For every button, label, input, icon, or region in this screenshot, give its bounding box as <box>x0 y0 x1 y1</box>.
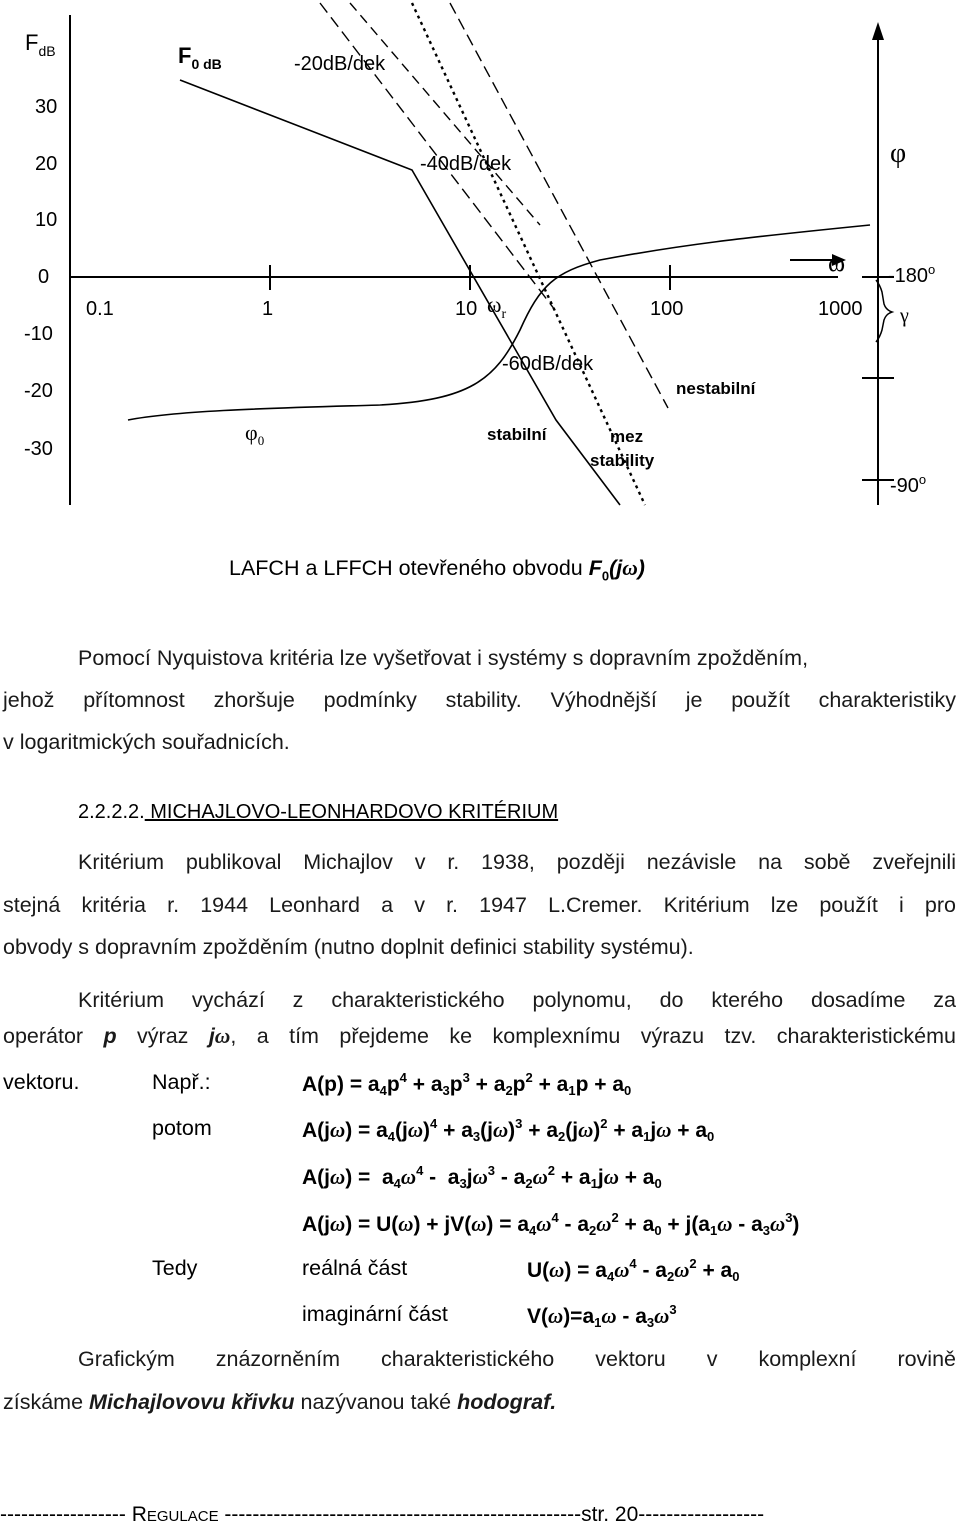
text-line: Pomocí Nyquistova kritéria lze vyšetřovat i systémy s dopravním zpožděním, <box>78 646 809 670</box>
omega-r-label: $\omega_r$ <box>487 292 507 322</box>
formula-real-part: $U(\omega) = a_4\omega^4 - a_2\omega^2 + a_0$ <box>527 1256 740 1284</box>
y-tick: 10 <box>35 209 58 231</box>
slope-20-label: -20dB/dek <box>294 53 386 75</box>
section-number: 2.2.2.2. <box>78 801 145 823</box>
y-tick-labels <box>24 96 57 460</box>
x-tick: 0.1 <box>86 298 114 320</box>
y-tick: -20 <box>24 380 53 402</box>
formula-substituted: $A(j\omega) = a_4(j\omega)^4 + a_3(j\omega)^3 + a_2(j\omega)^2 + a_1j\omega + a_0$ <box>302 1116 715 1144</box>
phase-180-label: -180$^o$ <box>888 262 936 287</box>
text-line: v logaritmických souřadnicích. <box>3 730 290 754</box>
label-napr: Např.: <box>152 1070 211 1094</box>
text-line: jehož přítomnost zhoršuje podmínky stability. Výhodnější je použít charakteristiky <box>3 688 956 712</box>
phase-axis-arrow <box>872 22 884 40</box>
label-vektoru: vektoru. <box>3 1070 80 1094</box>
x-tick: 10 <box>455 298 478 320</box>
dashed-line-3 <box>450 3 668 408</box>
gamma-label: γ <box>900 305 909 327</box>
caption-omega: ω <box>622 556 638 580</box>
text-line: obvody s dopravním zpožděním (nutno doplnit definici stability systému). <box>3 935 694 959</box>
page-footer <box>0 1503 764 1527</box>
footer-brand: Regulace <box>131 1503 219 1526</box>
stable-label: stabilní <box>487 425 547 444</box>
formula-real-imag: $A(j\omega) = U(\omega) + jV(\omega) = a_4\omega^4 - a_2\omega^2 + a_0 + j(a_1\omega - a_3\omega^3)$ <box>302 1210 800 1238</box>
y-tick: 30 <box>35 96 58 118</box>
x-tick: 1 <box>262 298 274 320</box>
boundary-label-1: mez <box>610 427 644 446</box>
x-tick: 1000 <box>818 298 863 320</box>
section-heading <box>78 801 558 824</box>
y-axis-label: $F_{dB}$ <box>25 30 56 59</box>
caption-f: F <box>588 556 602 580</box>
text-line: operátor p výraz jω, a tím přejdeme ke komplexnímu výrazu tzv. charakteristickému <box>3 1024 956 1048</box>
text-line: stejná kritéria r. 1944 Leonhard a v r. 1947 L.Cremer. Kritérium lze použít i pro <box>3 893 956 917</box>
text-line: Kritérium publikoval Michajlov v r. 1938, později nezávisle na sobě zveřejnili <box>78 850 956 874</box>
formula-imag-part: $V(\omega)=a_1\omega - a_3\omega^3$ <box>527 1302 677 1330</box>
y-tick: -10 <box>24 323 53 345</box>
y-tick: 20 <box>35 153 58 175</box>
phase-90-label: -90$^o$ <box>890 472 927 497</box>
f0-label: $F_{0 dB}$ <box>178 43 222 72</box>
y-tick: 0 <box>38 266 50 288</box>
unstable-label: nestabilní <box>676 379 756 398</box>
bode-diagram <box>0 0 960 520</box>
label-imag-part: imaginární část <box>302 1302 448 1326</box>
caption-sub: 0 <box>601 568 610 584</box>
slope-40-label: -40dB/dek <box>420 153 512 175</box>
x-tick-labels <box>86 298 863 320</box>
omega-axis-label: ω <box>828 248 846 277</box>
label-real-part: reálná část <box>302 1256 408 1280</box>
label-potom: potom <box>152 1116 212 1140</box>
text-line: získáme Michajlovovu křivku nazývanou také hodograf. <box>3 1390 557 1414</box>
dashed-line-2 <box>350 3 540 225</box>
footer-left: ------------------ <box>0 1503 132 1526</box>
label-tedy: Tedy <box>152 1256 198 1280</box>
phi0-label: $\varphi_0$ <box>245 420 265 448</box>
text-line: Grafickým znázorněním charakteristického vektoru v komplexní rovině <box>78 1347 956 1371</box>
formula-polynomial: $A(p) = a_4p^4 + a_3p^3 + a_2p^2 + a_1p + a_0$ <box>302 1070 632 1098</box>
caption-open: (j <box>609 556 623 580</box>
phi-label: φ <box>890 138 907 169</box>
footer-right: ---------------------------------------------------str. 20------------------ <box>218 1503 765 1526</box>
slope-60-label: -60dB/dek <box>502 353 594 375</box>
boundary-label-2: stability <box>590 451 655 470</box>
caption-close: ) <box>637 556 645 580</box>
section-title: MICHAJLOVO-LEONHARDOVO KRITÉRIUM <box>144 801 559 823</box>
x-tick: 100 <box>650 298 684 320</box>
formula-expanded: $A(j\omega) = a_4\omega^4 - a_3j\omega^3 - a_2\omega^2 + a_1j\omega + a_0$ <box>302 1163 662 1191</box>
figure-caption <box>229 556 645 583</box>
y-tick: -30 <box>24 438 53 460</box>
caption-text: LAFCH a LFFCH otevřeného obvodu <box>229 556 589 580</box>
text-line: Kritérium vychází z charakteristického polynomu, do kterého dosadíme za <box>78 988 956 1012</box>
